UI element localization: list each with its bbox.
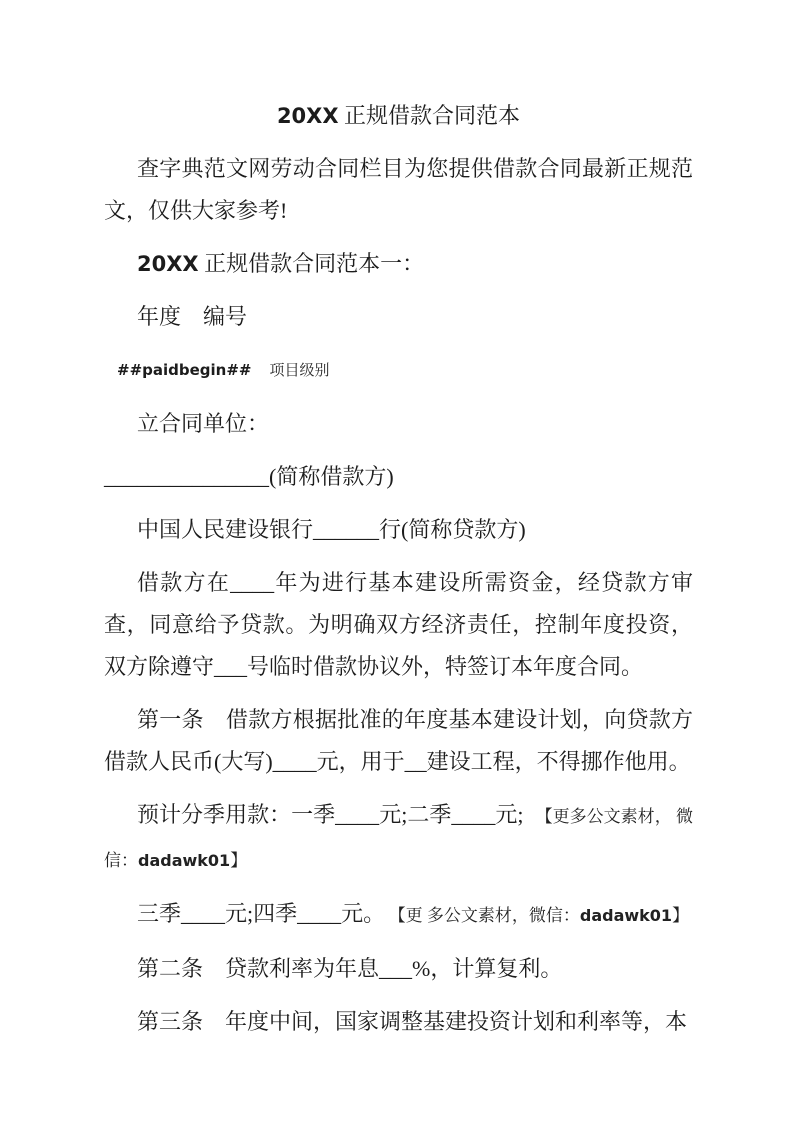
quarterly-usage-paragraph-2	[104, 893, 693, 937]
party-heading-line	[104, 403, 693, 445]
quarterly-usage-text-2: 三季____元;四季____元。	[137, 901, 386, 926]
intro-text: 查字典范文网劳动合同栏目为您提供借款合同最新正规范文，仅供大家参考!	[104, 156, 693, 223]
doc-title	[104, 95, 693, 137]
watermark-1-close: 】	[230, 851, 248, 870]
year-number-text: 年度 编号	[137, 304, 248, 329]
subtitle-year: 20XX	[137, 252, 199, 276]
article-1-paragraph	[104, 699, 693, 783]
article-2-paragraph	[104, 948, 693, 990]
year-number-line	[104, 296, 693, 338]
quarterly-usage-text: 预计分季用款：一季____元;二季____元;	[137, 802, 524, 827]
quarterly-usage-paragraph	[104, 794, 693, 882]
loan-purpose-paragraph	[104, 562, 693, 688]
article-2-text: 第二条 贷款利率为年息___%，计算复利。	[137, 956, 563, 981]
borrower-blank-line	[104, 456, 693, 498]
watermark-2-pre: 【更 多公文素材，微信：	[397, 906, 580, 925]
intro-paragraph	[104, 148, 693, 232]
doc-title-text: 正规借款合同范本	[344, 103, 521, 128]
watermark-1-wechat-id: dadawk01	[138, 851, 231, 870]
lender-line	[104, 509, 693, 551]
party-heading-text: 立合同单位：	[137, 411, 270, 436]
paid-begin-tag: ##paidbegin##	[117, 361, 252, 379]
article-3-paragraph	[104, 1001, 693, 1043]
lender-line-text: 中国人民建设银行______行(简称贷款方)	[137, 517, 526, 542]
borrower-blank-text: _______________(简称借款方)	[104, 464, 394, 489]
watermark-2-wechat-id: dadawk01	[579, 906, 673, 925]
doc-title-year: 20XX	[276, 104, 339, 128]
article-1-text: 第一条 借款方根据批准的年度基本建设计划，向贷款方借款人民币(大写)____元，用于__建设工程，不得挪作他用。	[104, 707, 693, 774]
watermark-1-pre: 【更多公文素材， 微信：	[104, 807, 693, 870]
project-level-label: 项目级别	[269, 363, 330, 379]
article-3-text: 第三条 年度中间，国家调整基建投资计划和利率等，本	[137, 1009, 688, 1034]
paid-marker-line	[104, 349, 693, 392]
subtitle-line	[104, 243, 693, 285]
loan-purpose-text: 借款方在____年为进行基本建设所需资金，经贷款方审查，同意给予贷款。为明确双方经济责任，控制年度投资，双方除遵守___号临时借款协议外，特签订本年度合同。	[104, 570, 693, 679]
watermark-2-close: 】	[672, 906, 690, 925]
watermark-note-2	[397, 906, 689, 925]
subtitle-text: 正规借款合同范本一：	[204, 251, 425, 276]
